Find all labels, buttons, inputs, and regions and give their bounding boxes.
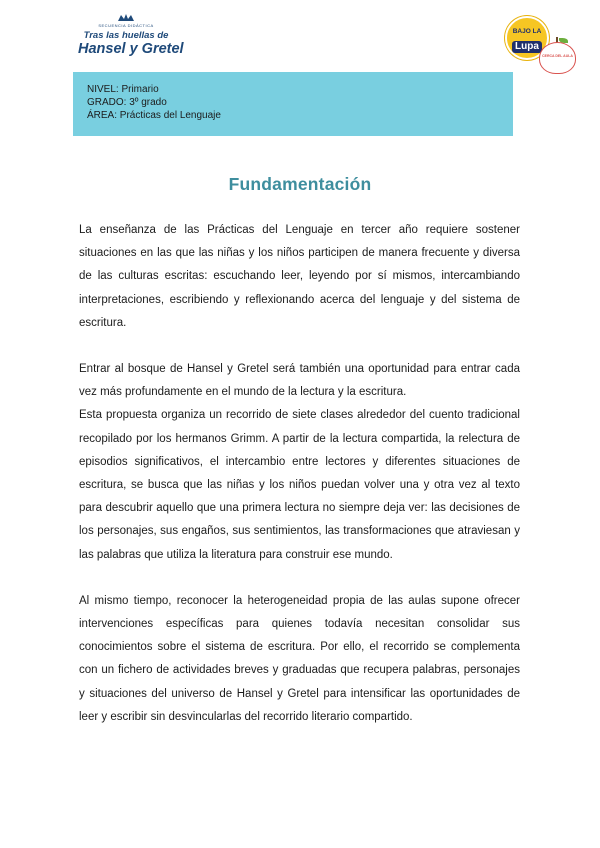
course-info-box [73, 72, 513, 136]
page-title: Fundamentación [228, 174, 372, 194]
paragraph-gap [79, 567, 520, 590]
paragraph-gap [79, 335, 520, 358]
lupa-logo-top: BAJO LA [512, 28, 542, 35]
paragraph-3: Esta propuesta organiza un recorrido de siete clases alrededor del cuento tradicional recopilado por los hermanos Grimm. A partir de la lectura compartida, la relectura de episodios significativos, el intercambio entre lectores y diferentes situaciones de escritura, se busca que las niñas y los niños puedan volver una y otra vez al texto para descubrir aquello que una primera lectura no siempre deja ver: las decisiones de los personajes, sus engaños, sus sentimientos, las transformaciones que atraviesan y las palabras que utiliza la literatura para construir ese mundo. [79, 409, 520, 561]
logo-title-line2: Hansel y Gretel [78, 41, 184, 57]
paragraph-1: La enseñanza de las Prácticas del Lenguaje en tercer año requiere sostener situaciones en las que las niñas y los niños participen de manera frecuente y diversa de las culturas escritas: escuchando leer, leyendo por sí mismos, intercambiando interpretaciones, escribiendo y reflexionando acerca del lenguaje y del sistema de escritura. [79, 224, 520, 329]
paragraph-4: Al mismo tiempo, reconocer la heterogeneidad propia de las aulas supone ofrecer intervenciones específicas para quienes todavía necesitan consolidar sus conocimientos sobre el sistema de escritura. Por ello, el recorrido se complementa con un fichero de actividades breves y graduadas que recupera palabras, personajes y situaciones del universo de Hansel y Gretel para intensificar las oportunidades de leer y escribir sin desvincularlas del recorrido literario compartido. [79, 594, 520, 723]
apple-logo-text: CERCA DEL AULA [542, 54, 573, 58]
cerca-del-aula-logo [537, 37, 578, 75]
info-grado: GRADO: 3º grado [87, 97, 167, 108]
logo-title-line1: Tras las huellas de [83, 30, 169, 41]
info-nivel: NIVEL: Primario [87, 84, 159, 95]
apple-icon [539, 42, 576, 74]
logo-subtitle: SECUENCIA DIDÁCTICA [98, 23, 154, 28]
info-area: ÁREA: Prácticas del Lenguaje [87, 110, 221, 121]
body-text [79, 219, 520, 729]
paragraph-2: Entrar al bosque de Hansel y Gretel será también una oportunidad para entrar cada vez más profundamente en el mundo de la lectura y la escritura. [79, 363, 520, 399]
sequence-logo [78, 14, 184, 64]
crown-icon [116, 14, 136, 22]
lupa-logo-main: Lupa [512, 41, 542, 53]
